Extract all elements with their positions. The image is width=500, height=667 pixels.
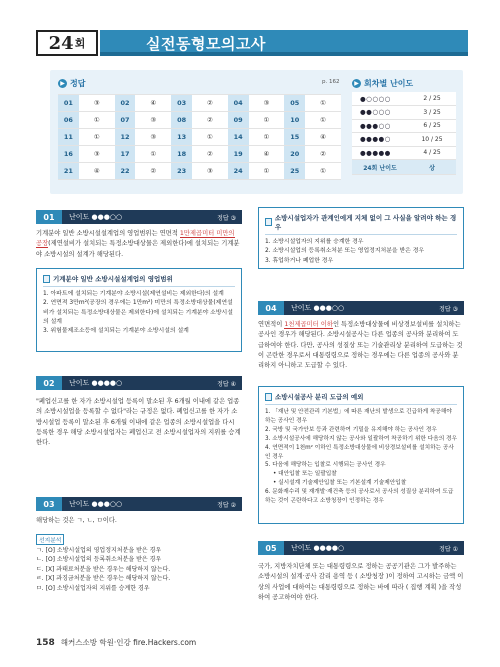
answer-cell: ③	[135, 112, 171, 129]
question-number-cell: 06	[58, 112, 79, 129]
question-bar-03	[36, 497, 242, 511]
list-item: 5. 다음에 해당하는 입찰로 시행되는 공사인 경우	[265, 462, 386, 469]
answer-heading-label: 정답	[70, 79, 86, 88]
q01-text-part1: 기계분야 일반 소방시설설계업의 영업범위는 연면적	[36, 230, 180, 237]
title-underline	[100, 52, 468, 56]
answer-cell: ②	[192, 146, 228, 163]
question-difficulty: 난이도 ●●●●○	[69, 379, 123, 387]
answer-row	[58, 163, 341, 180]
list-item: ㄷ. [X] 과태료처분을 받은 경우는 해당하지 않는다.	[36, 565, 171, 573]
q03-lead: 해당하는 것은 ㄱ, ㄴ, ㅁ이다.	[36, 517, 117, 524]
question-number-cell: 25	[284, 163, 305, 180]
list-item: 3. 휴업하거나 폐업한 경우	[265, 257, 334, 264]
list-item: ㄴ. [O] 소방시설업의 등록취소처분을 받은 경우	[36, 556, 162, 564]
difficulty-count: 3 / 25	[408, 106, 456, 120]
answer-cell: ①	[305, 163, 341, 180]
list-item: 2. 국방 및 국가안보 등과 관련하여 기밀을 유지해야 하는 공사인 경우	[265, 426, 437, 433]
chapter-number-value: 24	[48, 32, 74, 54]
footer-text: 해커스소방 학원·인강 fire.Hackers.com	[60, 638, 197, 647]
difficulty-total-row	[352, 160, 456, 175]
question-number-cell: 04	[228, 95, 249, 112]
list-item: 6. 문화재수리 및 재개발·재건축 등의 공사로서 공사의 성질상 분리하여 도급하는 것이 곤란하다고 소방청장이 인정하는 경우	[265, 489, 454, 505]
answer-summary-panel	[50, 70, 463, 194]
list-item: ㄱ. [O] 소방시설업의 영업정지처분을 받은 경우	[36, 547, 162, 554]
chevron-right-icon: ▶	[352, 79, 361, 88]
question-difficulty: 난이도 ●●●○○	[69, 213, 123, 221]
answer-cell: ④	[135, 95, 171, 112]
list-item: 1. 소방시설업자의 지위를 승계한 경우	[265, 239, 364, 245]
answer-cell: ④	[305, 129, 341, 146]
q04-reference-title	[265, 392, 457, 401]
question-bar-05	[258, 541, 464, 555]
document-icon	[43, 275, 50, 283]
question-number-cell: 19	[228, 146, 249, 163]
answer-cell: ①	[79, 112, 115, 129]
question-answer: 정답 ④	[217, 380, 236, 388]
difficulty-count: 6 / 25	[408, 119, 456, 133]
list-item: 2. 소방시설업의 등록취소처분 또는 영업정지처분을 받은 경우	[265, 248, 425, 255]
difficulty-row	[352, 106, 456, 120]
divider	[265, 234, 457, 235]
answer-cell: ②	[192, 112, 228, 129]
difficulty-dots: ●○○○○	[352, 92, 408, 106]
q01-explanation	[36, 229, 242, 260]
difficulty-dots: ●●●●○	[352, 133, 408, 147]
answer-page-ref: p. 162	[322, 79, 340, 85]
answer-key-table	[58, 94, 341, 180]
answer-cell: ①	[135, 146, 171, 163]
question-number-cell: 11	[58, 129, 79, 146]
chapter-title: 실전동형모의고사	[100, 30, 468, 56]
question-number-cell: 10	[284, 112, 305, 129]
answer-cell: ④	[79, 163, 115, 180]
question-number-cell: 16	[58, 146, 79, 163]
question-number-cell: 03	[171, 95, 192, 112]
q01-reference-title	[43, 274, 235, 283]
question-number-cell: 23	[171, 163, 192, 180]
question-number: 05	[258, 541, 284, 555]
answer-cell: ④	[249, 146, 285, 163]
question-answer: 정답 ①	[439, 545, 458, 553]
list-item: 4. 연면적이 1천m² 이하인 특정소방대상물에 비상경보설비를 설치하는 공사인 경우	[265, 444, 454, 460]
notify-reference-box	[258, 207, 464, 269]
answer-cell: ②	[305, 146, 341, 163]
notify-reference-body	[265, 238, 457, 266]
question-difficulty: 난이도 ●●●○○	[291, 304, 345, 312]
document-icon	[265, 218, 272, 226]
difficulty-row	[352, 146, 456, 160]
question-difficulty: 난이도 ●●●●○	[291, 544, 345, 552]
list-item: ㅁ. [O] 소방시설업자의 지위를 승계한 경우	[36, 584, 150, 592]
answer-row	[58, 129, 341, 146]
question-bar-02	[36, 376, 242, 390]
difficulty-count: 4 / 25	[408, 146, 456, 160]
document-icon	[265, 393, 272, 401]
question-number: 02	[36, 376, 62, 390]
q04-highlight: 1천제곱미터 이하	[284, 321, 333, 328]
choice-analysis-tag: 선지분석	[36, 534, 64, 545]
difficulty-count: 2 / 25	[408, 92, 456, 106]
difficulty-row	[352, 133, 456, 147]
question-number-cell: 01	[58, 95, 79, 112]
answer-cell: ②	[192, 95, 228, 112]
answer-cell: ②	[135, 163, 171, 180]
answer-cell: ③	[79, 146, 115, 163]
answer-heading	[58, 78, 85, 89]
list-item: • 실시설계 기술제안입찰 또는 기본설계 기술제안입찰	[273, 480, 407, 487]
q04-text-part2: 인 특정소방대상물에 비상경보설비를 설치하는 공사인 경우가 해당된다. 소방시설공사는 다른 업종의 공사와 분리하여 도급하여야 한다. 다만, 공사의 성질상 또는 기술관리상 분리하여 도급하는 것이 곤란한 경우로서 대통령령으로 정하는 경우에는 다른 업종의 공사와 분리하지 아니하고 도급할 수 있다.	[258, 321, 463, 370]
answer-cell: ③	[192, 163, 228, 180]
q01-reference-box	[36, 268, 242, 352]
q03-choices	[36, 546, 242, 593]
question-number-cell: 13	[171, 129, 192, 146]
list-item: • 대안입찰 또는 일괄입찰	[273, 471, 337, 478]
notify-reference-title-text: 소방시설업자가 관계인에게 지체 없이 그 사실을 알려야 하는 경우	[274, 214, 457, 231]
answer-row	[58, 95, 341, 112]
answer-row	[58, 112, 341, 129]
page-footer	[36, 637, 196, 648]
answer-cell: ③	[249, 95, 285, 112]
question-number-cell: 07	[115, 112, 136, 129]
question-difficulty: 난이도 ●●●○○	[69, 500, 123, 508]
question-number-cell: 02	[115, 95, 136, 112]
question-number-cell: 21	[58, 163, 79, 180]
difficulty-dots: ●●●●●	[352, 146, 408, 160]
question-number-cell: 05	[284, 95, 305, 112]
notify-reference-title	[265, 213, 457, 231]
answer-cell: ①	[192, 129, 228, 146]
answer-cell: ①	[305, 95, 341, 112]
q01-reference-body	[43, 290, 235, 336]
question-bar-04	[258, 301, 464, 315]
answer-cell: ①	[79, 129, 115, 146]
answer-cell: ③	[79, 95, 115, 112]
question-answer: 정답 ③	[217, 214, 236, 222]
question-number-cell: 18	[171, 146, 192, 163]
answer-cell: ①	[249, 129, 285, 146]
answer-cell: ①	[305, 112, 341, 129]
difficulty-row	[352, 119, 456, 133]
question-number-cell: 14	[228, 129, 249, 146]
answer-cell: ①	[249, 163, 285, 180]
divider	[265, 404, 457, 405]
list-item: 1. 「재난 및 안전관리 기본법」에 따른 재난의 발생으로 긴급하게 착공해야 하는 공사인 경우	[265, 409, 452, 424]
q04-reference-body	[265, 408, 457, 506]
q02-explanation: "폐업신고를 한 자가 소방시설업 등록이 말소된 후 6개월 이내에 같은 업종의 소방시설업을 등록할 수 없다"라는 규정은 없다. 폐업신고를 한 자가 소방시설업 등록이 말소된 후 6개월 이내에 같은 업종의 소방시설업을 다시 등록한 경우 해당 소방시설업자는 폐업신고 전 소방시설업자의 지위를 승계한다.	[36, 398, 241, 447]
chevron-right-icon: ▶	[58, 79, 67, 88]
difficulty-heading-label: 회차별 난이도	[364, 79, 414, 88]
q04-reference-title-text: 소방시설공사 분리 도급의 예외	[275, 393, 364, 401]
difficulty-heading	[352, 78, 413, 89]
q01-text-part2: (제연설비가 설치되는 특정소방대상물은 제외한다)에 설치되는 기계분야 소방시설의 설계가 해당된다.	[36, 240, 240, 258]
chapter-number	[36, 30, 98, 56]
question-number: 03	[36, 497, 62, 511]
page-number: 158	[36, 638, 55, 648]
difficulty-dots: ●●●○○	[352, 119, 408, 133]
chapter-header	[36, 30, 468, 56]
question-answer: 정답 ②	[217, 501, 236, 509]
answer-cell: ③	[135, 129, 171, 146]
list-item: 3. 위험물제조소등에 설치되는 기계분야 소방시설의 설계	[43, 328, 189, 335]
question-number-cell: 24	[228, 163, 249, 180]
list-item: 3. 소방시설공사에 해당하지 않는 공사와 일괄하여 착공하기 위한 다음의 경우	[265, 435, 458, 442]
question-number-cell: 22	[115, 163, 136, 180]
q04-explanation	[258, 320, 464, 371]
chapter-number-suffix: 회	[74, 37, 86, 50]
question-bar-01	[36, 210, 242, 224]
question-number-cell: 20	[284, 146, 305, 163]
question-number: 01	[36, 210, 62, 224]
list-item: ㄹ. [X] 과징금처분을 받은 경우는 해당하지 않는다.	[36, 575, 171, 583]
q01-reference-title-text: 기계분야 일반 소방시설설계업의 영업범위	[53, 275, 173, 283]
difficulty-row	[352, 92, 456, 106]
list-item: 1. 아파트에 설치되는 기계분야 소방시설(제연설비는 제외한다)의 설계	[43, 291, 224, 297]
difficulty-dots: ●●○○○	[352, 106, 408, 120]
question-answer: 정답 ③	[439, 305, 458, 313]
q04-text-part1: 연면적이	[258, 321, 285, 328]
question-number-cell: 15	[284, 129, 305, 146]
question-number-cell: 09	[228, 112, 249, 129]
difficulty-table	[352, 92, 456, 175]
list-item: 2. 연면적 3만m²(공장의 경우에는 1만m²) 미만의 특정소방대상물(제연설비가 설치되는 특정소방대상물은 제외한다)에 설치되는 기계분야 소방시설의 설계	[43, 300, 233, 325]
answer-cell: ①	[249, 112, 285, 129]
difficulty-total-value: 상	[408, 160, 456, 175]
q05-explanation: 국가, 지방자치단체 또는 대통령령으로 정하는 공공기관은 그가 발주하는 소방시설의 설계·공사 감리 용역 등 ( 소방청장 )이 정하여 고시하는 금액 이상의 사업에 대하여는 대통령령으로 정하는 바에 따라 ( 집행 계획 )을 작성하여 공고하여야 한다.	[258, 563, 464, 601]
divider	[43, 286, 235, 287]
difficulty-total-label: 24회 난이도	[352, 160, 408, 175]
q01-highlight: 1만제곱미터 미만의 공장	[36, 230, 235, 248]
question-number: 04	[258, 301, 284, 315]
q04-reference-box	[258, 386, 464, 524]
difficulty-count: 10 / 25	[408, 133, 456, 147]
answer-row	[58, 146, 341, 163]
question-number-cell: 08	[171, 112, 192, 129]
question-number-cell: 12	[115, 129, 136, 146]
question-number-cell: 17	[115, 146, 136, 163]
